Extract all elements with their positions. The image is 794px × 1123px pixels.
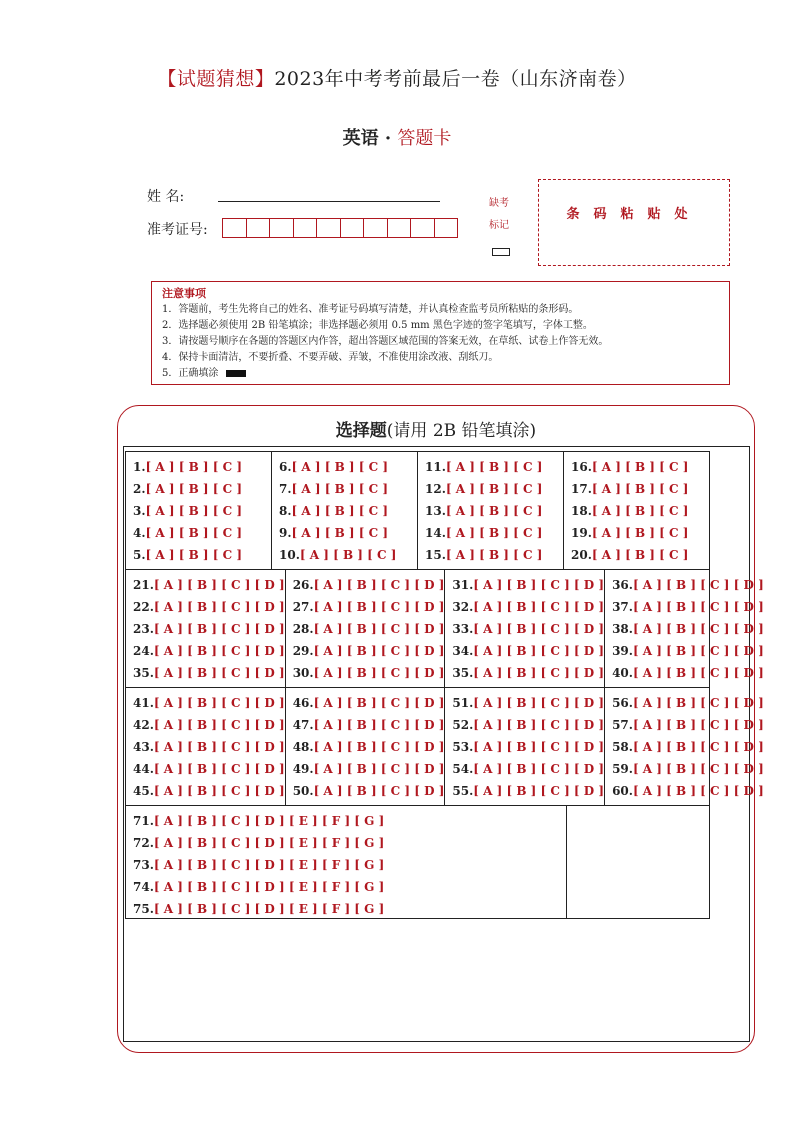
question-row[interactable]: [612, 714, 764, 736]
question-row[interactable]: [293, 758, 445, 780]
id-label: 准考证号:: [147, 222, 208, 238]
id-digit-box[interactable]: [294, 219, 318, 237]
question-number: 35.: [133, 666, 154, 680]
section-title: [117, 416, 755, 441]
answer-options[interactable]: [ A ] [ B ] [ C ]: [445, 460, 543, 474]
question-row[interactable]: [133, 456, 271, 478]
absent-mark-box[interactable]: [492, 248, 510, 256]
question-row[interactable]: [571, 456, 709, 478]
question-number: 43.: [133, 740, 154, 754]
question-number: 22.: [133, 600, 154, 614]
id-digit-box[interactable]: [270, 219, 294, 237]
answer-options[interactable]: [ A ] [ B ] [ C ] [ D ]: [473, 718, 605, 732]
question-row[interactable]: [293, 574, 445, 596]
card-subtitle: [0, 124, 794, 150]
answer-options[interactable]: [ A ] [ B ] [ C ] [ D ]: [473, 600, 605, 614]
question-number: 31.: [452, 578, 474, 592]
question-number: 75.: [133, 902, 154, 916]
answer-options[interactable]: [ A ] [ B ] [ C ] [ D ]: [632, 666, 764, 680]
question-number: 3.: [133, 504, 146, 518]
question-row[interactable]: [452, 618, 604, 640]
question-row[interactable]: [279, 500, 417, 522]
question-column: [605, 570, 764, 687]
question-number: 20.: [571, 548, 592, 562]
absent-label-line1: 缺考: [489, 198, 509, 209]
answer-options[interactable]: [ A ] [ B ] [ C ] [ D ]: [153, 600, 285, 614]
answer-options[interactable]: [ A ] [ B ] [ C ] [ D ]: [313, 740, 445, 754]
id-digit-box[interactable]: [341, 219, 365, 237]
question-column: [126, 806, 567, 918]
question-number: 60.: [612, 784, 633, 798]
answer-options[interactable]: [ A ] [ B ] [ C ] [ D ]: [313, 696, 445, 710]
question-number: 9.: [279, 526, 292, 540]
question-number: 51.: [452, 696, 474, 710]
answer-options[interactable]: [ A ] [ B ] [ C ] [ D ]: [313, 784, 445, 798]
question-number: 36.: [612, 578, 633, 592]
question-group: [126, 688, 764, 806]
answer-options[interactable]: [ A ] [ B ] [ C ] [ D ]: [153, 762, 285, 776]
question-row[interactable]: [279, 478, 417, 500]
card-name-label: 答题卡: [397, 128, 452, 149]
question-row[interactable]: [425, 478, 563, 500]
question-number: 28.: [292, 622, 314, 636]
answer-options[interactable]: [ A ] [ B ] [ C ]: [445, 504, 543, 518]
question-row[interactable]: [612, 736, 764, 758]
question-row[interactable]: [133, 898, 566, 920]
question-row[interactable]: [293, 618, 445, 640]
question-number: 26.: [292, 578, 314, 592]
title-text: 2023年中考考前最后一卷（山东济南卷）: [274, 68, 637, 90]
question-number: 34.: [452, 644, 474, 658]
question-number: 14.: [425, 526, 446, 540]
answer-options[interactable]: [ A ] [ B ] [ C ] [ D ]: [473, 784, 605, 798]
question-number: 47.: [292, 718, 314, 732]
notes-item: 4．保持卡面清洁，不要折叠、不要弄破、弄皱，不准使用涂改液、刮纸刀。: [162, 352, 499, 363]
question-number: 1.: [133, 460, 146, 474]
question-number: 37.: [612, 600, 633, 614]
question-number: 8.: [279, 504, 292, 518]
question-row[interactable]: [612, 618, 764, 640]
name-label: 姓 名:: [147, 189, 185, 205]
section-title-note: (请用 2B 铅笔填涂): [386, 421, 537, 441]
question-number: 17.: [571, 482, 592, 496]
question-number: 45.: [133, 784, 154, 798]
answer-options[interactable]: [ A ] [ B ] [ C ] [ D ] [ E ] [ F ] [ G ]: [153, 836, 385, 850]
question-row[interactable]: [612, 574, 764, 596]
id-digit-box[interactable]: [317, 219, 341, 237]
answer-options[interactable]: [ A ] [ B ] [ C ] [ D ]: [153, 784, 285, 798]
question-number: 72.: [133, 836, 154, 850]
question-number: 44.: [133, 762, 154, 776]
subtitle-separator: ·: [384, 128, 392, 149]
answer-options[interactable]: [ A ] [ B ] [ C ]: [591, 482, 689, 496]
question-column: [272, 452, 418, 569]
question-row[interactable]: [612, 596, 764, 618]
question-row[interactable]: [293, 640, 445, 662]
subject-label: 英语: [342, 128, 379, 149]
answer-options[interactable]: [ A ] [ B ] [ C ] [ D ]: [632, 740, 764, 754]
id-digit-box[interactable]: [247, 219, 271, 237]
id-number-boxes[interactable]: [222, 218, 458, 238]
question-row[interactable]: [293, 714, 445, 736]
answer-options[interactable]: [ A ] [ B ] [ C ] [ D ]: [313, 622, 445, 636]
question-column: [418, 452, 564, 569]
id-digit-box[interactable]: [388, 219, 412, 237]
question-row[interactable]: [279, 544, 417, 566]
question-number: 41.: [133, 696, 154, 710]
question-number: 12.: [425, 482, 446, 496]
question-row[interactable]: [293, 596, 445, 618]
question-row[interactable]: [612, 758, 764, 780]
question-column: [286, 688, 446, 805]
question-row[interactable]: [293, 662, 445, 684]
answer-options[interactable]: [ A ] [ B ] [ C ]: [591, 460, 689, 474]
question-number: 59.: [612, 762, 633, 776]
absent-marker-label: [484, 193, 514, 237]
question-row[interactable]: [571, 544, 709, 566]
answer-options[interactable]: [ A ] [ B ] [ C ] [ D ] [ E ] [ F ] [ G ]: [153, 814, 385, 828]
question-row[interactable]: [612, 692, 764, 714]
question-number: 6.: [279, 460, 292, 474]
question-row[interactable]: [133, 522, 271, 544]
question-number: 16.: [571, 460, 592, 474]
question-column: [126, 688, 286, 805]
answer-options[interactable]: [ A ] [ B ] [ C ] [ D ]: [313, 644, 445, 658]
correct-fill-sample: [226, 370, 246, 377]
answer-options[interactable]: [ A ] [ B ] [ C ] [ D ]: [313, 578, 445, 592]
question-row[interactable]: [133, 692, 285, 714]
question-row[interactable]: [425, 500, 563, 522]
notes-box: [151, 281, 730, 385]
answer-options[interactable]: [ A ] [ B ] [ C ] [ D ]: [473, 696, 605, 710]
question-number: 21.: [133, 578, 154, 592]
question-group: [126, 806, 709, 918]
question-row[interactable]: [452, 596, 604, 618]
answer-options[interactable]: [ A ] [ B ] [ C ] [ D ]: [473, 622, 605, 636]
answer-options[interactable]: [ A ] [ B ] [ C ] [ D ]: [153, 740, 285, 754]
barcode-area: [538, 179, 730, 266]
answer-options[interactable]: [ A ] [ B ] [ C ] [ D ] [ E ] [ F ] [ G ]: [153, 880, 385, 894]
answer-options[interactable]: [ A ] [ B ] [ C ]: [145, 504, 243, 518]
question-group: [126, 452, 709, 570]
answer-options[interactable]: [ A ] [ B ] [ C ] [ D ]: [313, 762, 445, 776]
question-number: 30.: [292, 666, 314, 680]
question-column: [126, 452, 272, 569]
question-number: 46.: [292, 696, 314, 710]
question-column: [286, 570, 446, 687]
question-row[interactable]: [452, 574, 604, 596]
question-number: 74.: [133, 880, 154, 894]
question-number: 11.: [425, 460, 446, 474]
id-digit-box[interactable]: [223, 219, 247, 237]
notes-item: [162, 366, 729, 382]
question-row[interactable]: [293, 780, 445, 802]
question-row[interactable]: [612, 662, 764, 684]
question-number: 71.: [133, 814, 154, 828]
question-number: 27.: [292, 600, 314, 614]
answer-options[interactable]: [ A ] [ B ] [ C ]: [445, 482, 543, 496]
question-row[interactable]: [452, 780, 604, 802]
answer-options[interactable]: [ A ] [ B ] [ C ]: [291, 460, 389, 474]
question-number: 49.: [292, 762, 314, 776]
answer-options[interactable]: [ A ] [ B ] [ C ] [ D ]: [473, 740, 605, 754]
answer-options[interactable]: [ A ] [ B ] [ C ]: [591, 548, 689, 562]
question-number: 23.: [133, 622, 154, 636]
question-row[interactable]: [425, 544, 563, 566]
id-digit-box[interactable]: [411, 219, 435, 237]
question-number: 13.: [425, 504, 446, 518]
question-row[interactable]: [133, 854, 566, 876]
question-number: 53.: [452, 740, 474, 754]
question-row[interactable]: [293, 692, 445, 714]
question-row[interactable]: [452, 662, 604, 684]
answer-options[interactable]: [ A ] [ B ] [ C ] [ D ]: [473, 666, 605, 680]
id-digit-box[interactable]: [364, 219, 388, 237]
question-row[interactable]: [452, 692, 604, 714]
answer-grid: [125, 451, 764, 919]
answer-options[interactable]: [ A ] [ B ] [ C ] [ D ]: [473, 644, 605, 658]
question-row[interactable]: [133, 832, 566, 854]
notes-item-text: 5．正确填涂: [162, 368, 219, 379]
question-row[interactable]: [133, 544, 271, 566]
name-field[interactable]: [218, 201, 440, 202]
question-row[interactable]: [293, 736, 445, 758]
question-column: [564, 452, 709, 569]
notes-item: 3．请按题号顺序在各题的答题区内作答，超出答题区域范围的答案无效，在草纸、试卷上作答无效。: [162, 336, 609, 347]
section-title-main: 选择题: [335, 421, 387, 441]
notes-title: 注意事项: [162, 287, 206, 300]
answer-options[interactable]: [ A ] [ B ] [ C ] [ D ]: [473, 578, 605, 592]
question-number: 19.: [571, 526, 592, 540]
answer-options[interactable]: [ A ] [ B ] [ C ]: [145, 482, 243, 496]
question-number: 40.: [612, 666, 633, 680]
question-row[interactable]: [133, 640, 285, 662]
question-number: 55.: [452, 784, 474, 798]
question-number: 35.: [452, 666, 474, 680]
id-digit-box[interactable]: [435, 219, 458, 237]
question-row[interactable]: [571, 500, 709, 522]
question-number: 73.: [133, 858, 154, 872]
answer-options[interactable]: [ A ] [ B ] [ C ]: [591, 504, 689, 518]
answer-options[interactable]: [ A ] [ B ] [ C ] [ D ]: [632, 696, 764, 710]
question-row[interactable]: [133, 758, 285, 780]
answer-options[interactable]: [ A ] [ B ] [ C ]: [145, 526, 243, 540]
notes-item: 2．选择题必须使用 2B 铅笔填涂；非选择题必须用 0.5 mm 黑色字迹的签字笔填写，字体工整。: [162, 320, 593, 331]
answer-options[interactable]: [ A ] [ B ] [ C ] [ D ]: [632, 600, 764, 614]
question-row[interactable]: [133, 574, 285, 596]
answer-options[interactable]: [ A ] [ B ] [ C ]: [291, 482, 389, 496]
question-row[interactable]: [133, 500, 271, 522]
question-row[interactable]: [279, 522, 417, 544]
question-number: 38.: [612, 622, 633, 636]
answer-options[interactable]: [ A ] [ B ] [ C ]: [591, 526, 689, 540]
answer-options[interactable]: [ A ] [ B ] [ C ] [ D ] [ E ] [ F ] [ G ]: [153, 858, 385, 872]
answer-options[interactable]: [ A ] [ B ] [ C ] [ D ]: [153, 696, 285, 710]
question-number: 50.: [292, 784, 314, 798]
page-title: [0, 64, 794, 91]
question-row[interactable]: [133, 618, 285, 640]
question-number: 32.: [452, 600, 474, 614]
answer-options[interactable]: [ A ] [ B ] [ C ] [ D ]: [153, 578, 285, 592]
answer-options[interactable]: [ A ] [ B ] [ C ]: [291, 504, 389, 518]
question-row[interactable]: [571, 478, 709, 500]
question-number: 29.: [292, 644, 314, 658]
question-row[interactable]: [612, 780, 764, 802]
question-row[interactable]: [133, 736, 285, 758]
answer-options[interactable]: [ A ] [ B ] [ C ] [ D ]: [313, 600, 445, 614]
question-row[interactable]: [612, 640, 764, 662]
question-row[interactable]: [452, 640, 604, 662]
answer-options[interactable]: [ A ] [ B ] [ C ]: [145, 548, 243, 562]
question-number: 24.: [133, 644, 154, 658]
question-row[interactable]: [279, 456, 417, 478]
question-number: 54.: [452, 762, 474, 776]
question-column: [445, 688, 605, 805]
question-number: 15.: [425, 548, 446, 562]
notes-item: 1．答题前，考生先将自己的姓名、准考证号码填写清楚，并认真检查监考员所粘贴的条形码。: [162, 304, 579, 315]
answer-options[interactable]: [ A ] [ B ] [ C ] [ D ]: [313, 666, 445, 680]
question-row[interactable]: [133, 662, 285, 684]
question-column: [605, 688, 764, 805]
question-row[interactable]: [425, 456, 563, 478]
title-tag: 【试题猜想】: [157, 68, 275, 90]
question-number: 58.: [612, 740, 633, 754]
question-row[interactable]: [133, 714, 285, 736]
question-row[interactable]: [133, 876, 566, 898]
answer-options[interactable]: [ A ] [ B ] [ C ] [ D ]: [632, 622, 764, 636]
answer-options[interactable]: [ A ] [ B ] [ C ] [ D ]: [632, 784, 764, 798]
question-row[interactable]: [133, 780, 285, 802]
answer-options[interactable]: [ A ] [ B ] [ C ] [ D ]: [153, 718, 285, 732]
blank-cell: [567, 806, 709, 918]
answer-options[interactable]: [ A ] [ B ] [ C ]: [445, 548, 543, 562]
question-row[interactable]: [452, 758, 604, 780]
question-number: 52.: [452, 718, 474, 732]
answer-options[interactable]: [ A ] [ B ] [ C ] [ D ]: [632, 644, 764, 658]
absent-label-line2: 标记: [489, 220, 509, 231]
answer-options[interactable]: [ A ] [ B ] [ C ]: [299, 548, 397, 562]
question-number: 33.: [452, 622, 474, 636]
question-row[interactable]: [425, 522, 563, 544]
question-row[interactable]: [452, 714, 604, 736]
question-row[interactable]: [452, 736, 604, 758]
question-number: 56.: [612, 696, 633, 710]
question-number: 42.: [133, 718, 154, 732]
answer-options[interactable]: [ A ] [ B ] [ C ]: [291, 526, 389, 540]
question-column: [445, 570, 605, 687]
question-group: [126, 570, 764, 688]
question-column: [126, 570, 286, 687]
question-number: 18.: [571, 504, 592, 518]
question-number: 48.: [292, 740, 314, 754]
question-row[interactable]: [133, 810, 566, 832]
question-number: 39.: [612, 644, 633, 658]
answer-options[interactable]: [ A ] [ B ] [ C ] [ D ] [ E ] [ F ] [ G ]: [153, 902, 385, 916]
answer-options[interactable]: [ A ] [ B ] [ C ] [ D ]: [632, 578, 764, 592]
question-number: 4.: [133, 526, 146, 540]
question-number: 57.: [612, 718, 633, 732]
answer-options[interactable]: [ A ] [ B ] [ C ]: [145, 460, 243, 474]
question-row[interactable]: [133, 478, 271, 500]
question-row[interactable]: [133, 596, 285, 618]
answer-options[interactable]: [ A ] [ B ] [ C ] [ D ]: [313, 718, 445, 732]
question-number: 10.: [279, 548, 300, 562]
answer-options[interactable]: [ A ] [ B ] [ C ] [ D ]: [153, 622, 285, 636]
barcode-label: 条码粘贴处: [566, 207, 702, 222]
answer-options[interactable]: [ A ] [ B ] [ C ] [ D ]: [153, 644, 285, 658]
question-number: 2.: [133, 482, 146, 496]
answer-options[interactable]: [ A ] [ B ] [ C ]: [445, 526, 543, 540]
question-number: 5.: [133, 548, 146, 562]
question-number: 7.: [279, 482, 292, 496]
answer-options[interactable]: [ A ] [ B ] [ C ] [ D ]: [473, 762, 605, 776]
answer-options[interactable]: [ A ] [ B ] [ C ] [ D ]: [632, 762, 764, 776]
answer-options[interactable]: [ A ] [ B ] [ C ] [ D ]: [153, 666, 285, 680]
question-row[interactable]: [571, 522, 709, 544]
answer-options[interactable]: [ A ] [ B ] [ C ] [ D ]: [632, 718, 764, 732]
